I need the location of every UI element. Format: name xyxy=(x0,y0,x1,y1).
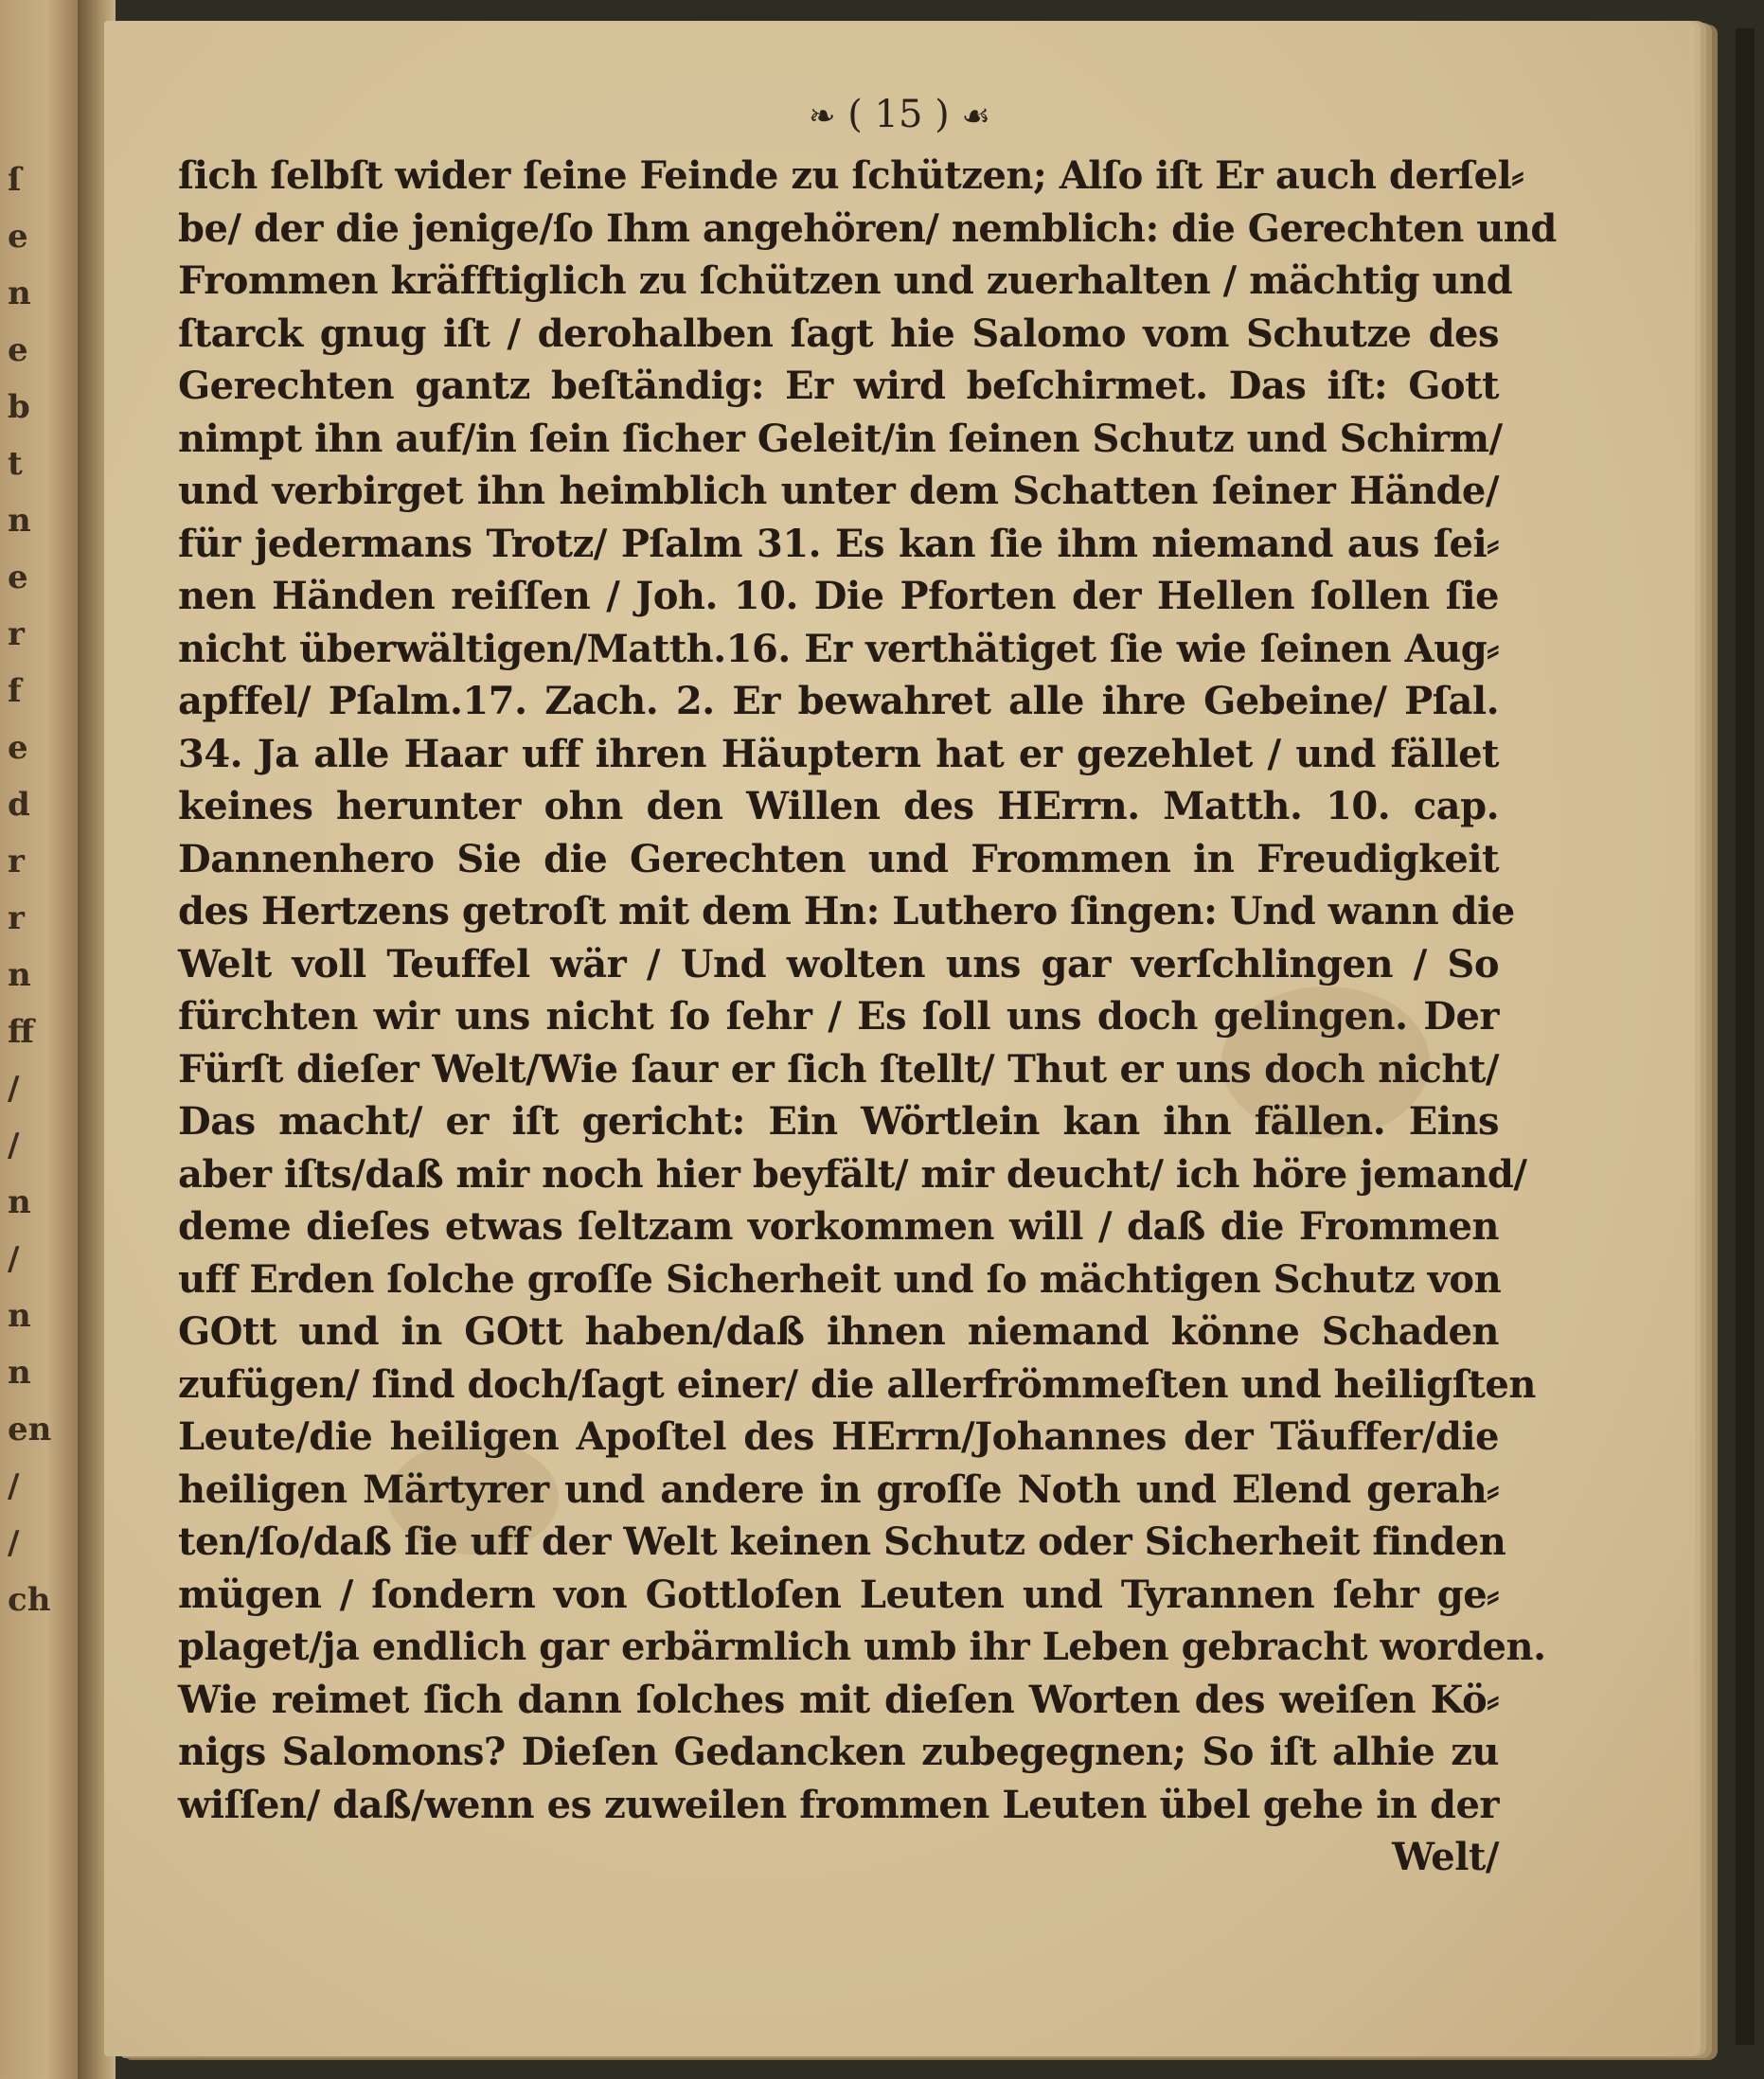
left-page-margin-glyph: n xyxy=(8,275,31,312)
text-line: heiligen Märtyrer und andere in groſſe Noth und Elend gerah⸗ xyxy=(178,1466,1499,1512)
left-page-margin-glyph: / xyxy=(8,1524,20,1562)
text-line: Leute/die heiligen Apoſtel des HErrn/Johannes der Täuffer/die xyxy=(178,1414,1499,1459)
text-line: Welt/ xyxy=(1392,1835,1499,1879)
left-page-margin-glyph: r xyxy=(8,899,25,937)
left-page-margin-glyph: / xyxy=(8,1467,20,1505)
left-page-margin-glyph: d xyxy=(8,786,30,824)
left-page-margin-glyph: n xyxy=(8,956,31,994)
left-page-margin-glyph: n xyxy=(8,1354,31,1392)
left-page-margin-glyph: e xyxy=(8,559,28,596)
left-page-margin-glyph: / xyxy=(8,1240,20,1278)
text-line: für jedermans Trotz/ Pſalm 31. Es kan ſie ihm niemand aus ſei⸗ xyxy=(178,521,1499,566)
text-line: GOtt und in GOtt haben/daß ihnen niemand könne Schaden xyxy=(178,1309,1499,1354)
text-line: fürchten wir uns nicht ſo ſehr / Es ſoll uns doch gelingen. Der xyxy=(178,994,1499,1039)
left-page-margin-glyph: / xyxy=(8,1070,20,1108)
text-line: 34. Ja alle Haar uff ihren Häuptern hat er gezehlet / und fället xyxy=(178,731,1499,776)
text-line: ſich ſelbſt wider ſeine Feinde zu ſchützen; Alſo iſt Er auch derſel⸗ xyxy=(178,153,1524,198)
left-page-margin-glyph: r xyxy=(8,843,25,880)
text-line: apffel/ Pſalm.17. Zach. 2. Er bewahret alle ihre Gebeine/ Pſal. xyxy=(178,679,1499,723)
text-line: zufügen/ ſind doch/ſagt einer/ die allerfrömmeſten und heiligſten xyxy=(178,1361,1536,1407)
book-page xyxy=(104,21,1695,2056)
text-line: ſtarck gnug iſt / derohalben ſagt hie Salomo vom Schutze des xyxy=(178,311,1499,356)
left-page-margin-glyph: e xyxy=(8,729,28,767)
left-page-margin-glyph: n xyxy=(8,502,31,540)
left-page-margin-glyph: n xyxy=(8,1183,31,1221)
left-page-margin-glyph: e xyxy=(8,218,28,256)
body-text xyxy=(178,150,1557,1884)
left-page-margin-glyph: r xyxy=(8,615,25,653)
text-line: keines herunter ohn den Willen des HErrn. Matth. 10. cap. xyxy=(178,784,1499,828)
text-line: wiſſen/ daß/wenn es zuweilen frommen Leuten übel gehe in der xyxy=(178,1782,1499,1827)
left-page-margin-glyph: ff xyxy=(8,1013,34,1051)
left-page-margin-glyph: t xyxy=(8,445,23,483)
left-page-margin-glyph: en xyxy=(8,1411,52,1448)
text-line: plaget/ja endlich gar erbärmlich umb ihr Leben gebracht worden. xyxy=(178,1625,1546,1669)
left-page-margin-glyph: / xyxy=(8,1127,20,1164)
text-line: nen Händen reiſſen / Joh. 10. Die Pforten der Hellen ſollen ſie xyxy=(178,574,1499,618)
text-line: Gerechten gantz beſtändig: Er wird beſchirmet. Das iſt: Gott xyxy=(178,364,1499,408)
page-number: ( 15 ) xyxy=(847,93,950,136)
text-line: uff Erden ſolche groſſe Sicherheit und ſo mächtigen Schutz von xyxy=(178,1256,1502,1302)
text-line: nigs Salomons? Dieſen Gedancken zubegegnen; So iſt alhie zu xyxy=(178,1730,1499,1774)
text-line: des Hertzens getroſt mit dem Hn: Luthero ſingen: Und wann die xyxy=(178,889,1515,933)
text-line: Welt voll Teuffel wär / Und wolten uns gar verſchlingen / So xyxy=(178,941,1499,986)
text-line: Fürſt dieſer Welt/Wie ſaur er ſich ſtellt/ Thut er uns doch nicht/ xyxy=(178,1046,1499,1092)
text-line: nicht überwältigen/Matth.16. Er verthätiget ſie wie ſeinen Aug⸗ xyxy=(178,626,1499,671)
left-page-edge xyxy=(0,0,78,2079)
text-line: und verbirget ihn heimblich unter dem Schatten ſeiner Hände/ xyxy=(178,469,1499,513)
text-line: Dannenhero Sie die Gerechten und Frommen in Freudigkeit xyxy=(178,836,1499,881)
left-page-margin-glyph: f xyxy=(8,672,22,710)
left-page-margin-glyph: e xyxy=(8,331,28,369)
left-page-margin-glyph: ſ xyxy=(8,161,22,199)
left-page-margin-glyph: b xyxy=(8,388,30,426)
text-line: Das macht/ er iſt gericht: Ein Wörtlein kan ihn fällen. Eins xyxy=(178,1099,1499,1144)
ornament-left: ❧ xyxy=(809,98,836,135)
text-line: aber iſts/daß mir noch hier beyfält/ mir deucht/ ich höre jemand/ xyxy=(178,1151,1527,1197)
page-header xyxy=(104,93,1695,136)
ornament-right: ☙ xyxy=(961,98,990,135)
text-line: Wie reimet ſich dann ſolches mit dieſen Worten des weiſen Kö⸗ xyxy=(178,1677,1499,1722)
text-line: deme dieſes etwas ſeltzam vorkommen will / daß die Frommen xyxy=(178,1204,1499,1249)
left-page-margin-glyph: n xyxy=(8,1297,31,1335)
text-line: Frommen kräfftiglich zu ſchützen und zuerhalten / mächtig und xyxy=(178,258,1513,303)
text-line: ten/ſo/daß ſie uff der Welt keinen Schutz oder Sicherheit finden xyxy=(178,1519,1506,1564)
scan-edge xyxy=(1736,28,1755,2045)
left-page-margin-glyph: ch xyxy=(8,1581,51,1619)
text-line: mügen / ſondern von Gottloſen Leuten und Tyrannen ſehr ge⸗ xyxy=(178,1572,1499,1617)
text-line: be/ der die jenige/ſo Ihm angehören/ nemblich: die Gerechten und xyxy=(178,205,1557,251)
text-line: nimpt ihn auf/in ſein ſicher Geleit/in ſeinen Schutz und Schirm/ xyxy=(178,416,1503,461)
